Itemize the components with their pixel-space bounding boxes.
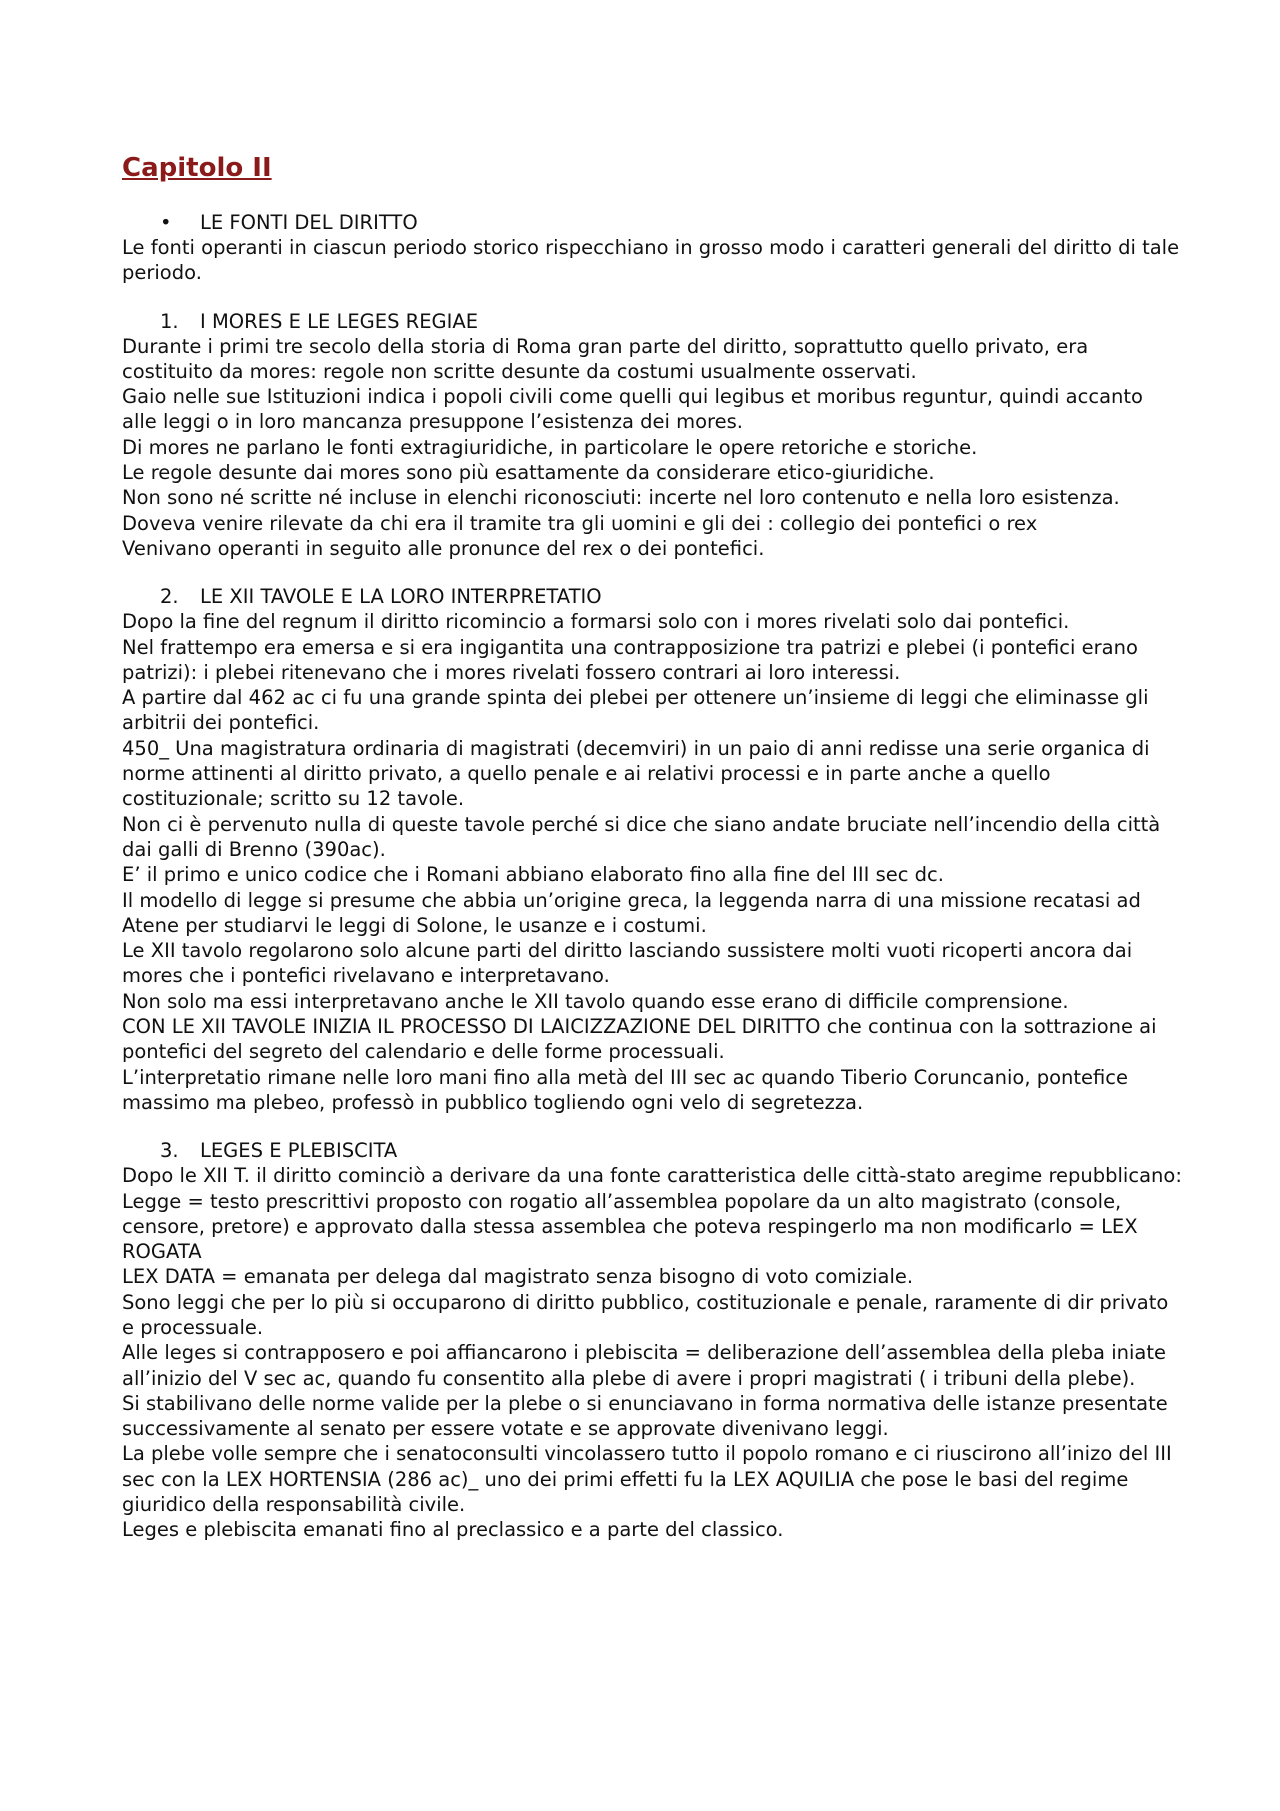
section-heading-text: LEGES E PLEBISCITA	[200, 1139, 398, 1163]
section-3-paragraph: La plebe volle sempre che i senatoconsulti vincolassero tutto il popolo romano e ci riuscirono all’inizo del III sec con la LEX HORTENSIA (286 ac)_ uno dei primi effetti fu la LEX AQUILIA che pose le basi del regime giuridico della responsabilità civile.	[122, 1442, 1172, 1517]
section-2-paragraph: Nel frattempo era emersa e si era ingigantita una contrapposizione tra patrizi e plebei (i pontefici erano patrizi): i plebei ritenevano che i mores rivelati fossero contrari ai loro interessi.	[122, 635, 1138, 684]
section-3-paragraph: Alle leges si contrapposero e poi affiancarono i plebiscita = deliberazione dell’assemblea della pleba iniate all’inizio del V sec ac, quando fu consentito alla plebe di avere i propri magistrati ( i tribuni della plebe).	[122, 1341, 1166, 1390]
section-3-paragraph: Si stabilivano delle norme valide per la plebe o si enunciavano in forma normativa delle istanze presentate successivamente al senato per essere votate e se approvate divenivano leggi.	[122, 1391, 1168, 1441]
section-2-paragraph: L’interpretatio rimane nelle loro mani fino alla metà del III sec ac quando Tiberio Coruncanio, pontefice massimo ma plebeo, professò in pubblico togliendo ogni velo di segretezza.	[122, 1065, 1129, 1114]
section-2-paragraph: 450_ Una magistratura ordinaria di magistrati (decemviri) in un paio di anni redisse una serie organica di norme attinenti al diritto privato, a quello penale e ai relativi processi e in parte anche a quello costituzionale; scritto su 12 tavole.	[122, 736, 1150, 811]
section-heading-text: I MORES E LE LEGES REGIAE	[200, 309, 479, 333]
spacer	[122, 561, 1182, 584]
section-2-paragraph: Non solo ma essi interpretavano anche le XII tavolo quando esse erano di difficile comprensione.	[122, 989, 1069, 1013]
section-heading-text: LE XII TAVOLE E LA LORO INTERPRETATIO	[200, 585, 602, 609]
bullet-icon: •	[160, 211, 172, 234]
spacer	[122, 1115, 1182, 1138]
section-number: 3.	[160, 1139, 179, 1163]
section-2-paragraph: Dopo la fine del regnum il diritto ricomincio a formarsi solo con i mores rivelati solo dai pontefici.	[122, 610, 1070, 634]
section-1-paragraph: Doveva venire rilevate da chi era il tramite tra gli uomini e gli dei : collegio dei pontefici o rex	[122, 511, 1038, 535]
section-1-paragraph: Di mores ne parlano le fonti extragiuridiche, in particolare le opere retoriche e storiche.	[122, 435, 978, 459]
section-2-paragraph: Non ci è pervenuto nulla di queste tavole perché si dice che siano andate bruciate nell’incendio della città dai galli di Brenno (390ac).	[122, 812, 1161, 861]
section-number: 2.	[160, 585, 179, 609]
section-2-paragraph: Il modello di legge si presume che abbia un’origine greca, la leggenda narra di una missione recatasi ad Atene per studiarvi le leggi di Solone, le usanze e i costumi.	[122, 888, 1141, 937]
section-number: 1.	[160, 309, 179, 333]
section-2-paragraph: Le XII tavolo regolarono solo alcune parti del diritto lasciando sussistere molti vuoti ricoperti ancora dai mores che i pontefici rivelavano e interpretavano.	[122, 939, 1133, 988]
section-2-paragraph: CON LE XII TAVOLE INIZIA IL PROCESSO DI LAICIZZAZIONE DEL DIRITTO che continua con la sottrazione ai pontefici del segreto del calendario e delle forme processuali.	[122, 1015, 1157, 1064]
section-3-paragraph: Leges e plebiscita emanati fino al preclassico e a parte del classico.	[122, 1518, 784, 1542]
section-1-paragraph: Gaio nelle sue Istituzioni indica i popoli civili come quelli qui legibus et moribus reguntur, quindi accanto alle leggi o in loro mancanza presuppone l’esistenza dei mores.	[122, 385, 1143, 434]
section-heading-2	[122, 584, 1182, 609]
section-heading-3	[122, 1138, 1182, 1163]
section-3-paragraph: LEX DATA = emanata per delega dal magistrato senza bisogno di voto comiziale.	[122, 1265, 914, 1289]
section-3-paragraph: Dopo le XII T. il diritto cominciò a derivare da una fonte caratteristica delle città-stato aregime repubblicano: Legge = testo prescrittivi proposto con rogatio all’assemblea popolare da un alto magistrato (console, censore, pretore) e approvato dalla stessa assemblea che poteva respingerlo ma non modificarlo = LEX ROGATA	[122, 1164, 1182, 1264]
spacer	[122, 286, 1182, 309]
intro-paragraph: Le fonti operanti in ciascun periodo storico rispecchiano in grosso modo i caratteri generali del diritto di tale periodo.	[122, 236, 1180, 285]
chapter-title: Capitolo II	[122, 153, 272, 183]
document-page	[122, 150, 1182, 1543]
intro-heading-text: LE FONTI DEL DIRITTO	[200, 211, 418, 234]
section-heading-1	[122, 309, 1182, 334]
section-2-paragraph: A partire dal 462 ac ci fu una grande spinta dei plebei per ottenere un’insieme di leggi che eliminasse gli arbitrii dei pontefici.	[122, 686, 1149, 735]
section-1-paragraph: Non sono né scritte né incluse in elenchi riconosciuti: incerte nel loro contenuto e nella loro esistenza.	[122, 486, 1120, 510]
section-1-paragraph: Le regole desunte dai mores sono più esattamente da considerare etico-giuridiche.	[122, 461, 935, 485]
section-1-paragraph: Venivano operanti in seguito alle pronunce del rex o dei pontefici.	[122, 536, 765, 560]
section-1-paragraph: Durante i primi tre secolo della storia di Roma gran parte del diritto, soprattutto quello privato, era costituito da mores: regole non scritte desunte da costumi usualmente osservati.	[122, 334, 1089, 383]
section-3-paragraph: Sono leggi che per lo più si occuparono di diritto pubblico, costituzionale e penale, raramente di dir privato e processuale.	[122, 1290, 1169, 1339]
intro-heading	[122, 210, 1182, 235]
section-2-paragraph: E’ il primo e unico codice che i Romani abbiano elaborato fino alla fine del III sec dc.	[122, 863, 944, 887]
